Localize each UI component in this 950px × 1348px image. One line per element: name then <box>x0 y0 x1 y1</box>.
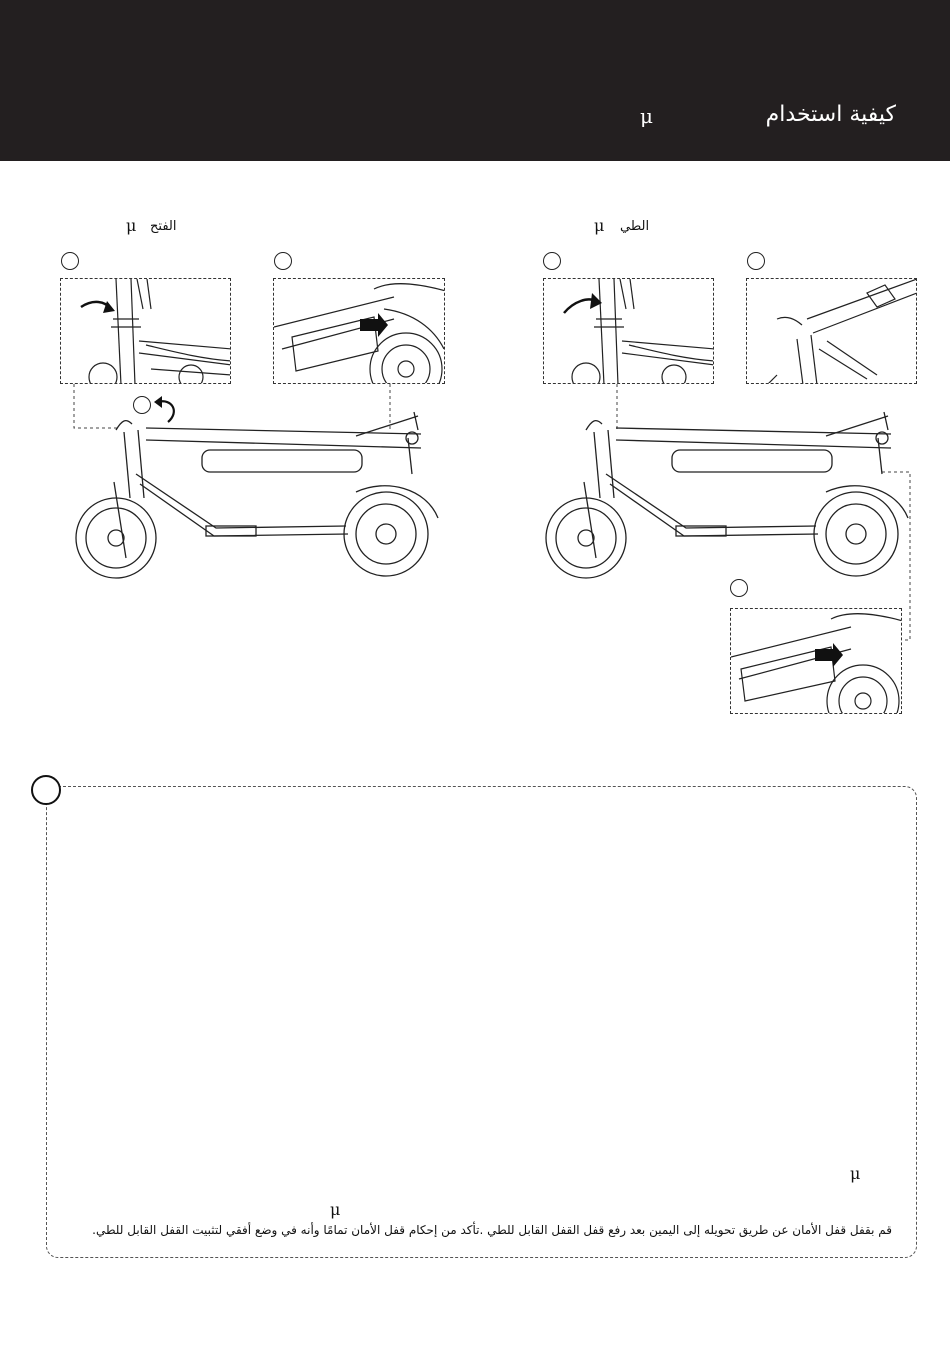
fold-label: الطي <box>620 219 650 234</box>
unfold-symbol: μ <box>126 216 137 235</box>
page-title: كيفية استخدام <box>765 102 896 127</box>
unfold-label: الفتح <box>150 219 177 234</box>
notice-symbol-b: μ <box>330 1200 341 1219</box>
fold-symbol: μ <box>594 216 605 235</box>
scooter-illustration-unfold <box>66 408 446 590</box>
title-symbol: μ <box>640 104 653 128</box>
notice-text: قم بقفل قفل الأمان عن طريق تحويله إلى اليمين بعد رفع قفل القفل القابل للطي .تأكد من إحكام قفل الأمان تمامًا وأنه في وضع أفقي لتثبيت القفل القابل للطي. <box>92 1223 892 1237</box>
notice-box <box>46 786 917 1258</box>
notice-symbol-a: μ <box>850 1164 861 1183</box>
scooter-illustration-fold <box>536 408 916 590</box>
notice-marker <box>31 775 61 805</box>
